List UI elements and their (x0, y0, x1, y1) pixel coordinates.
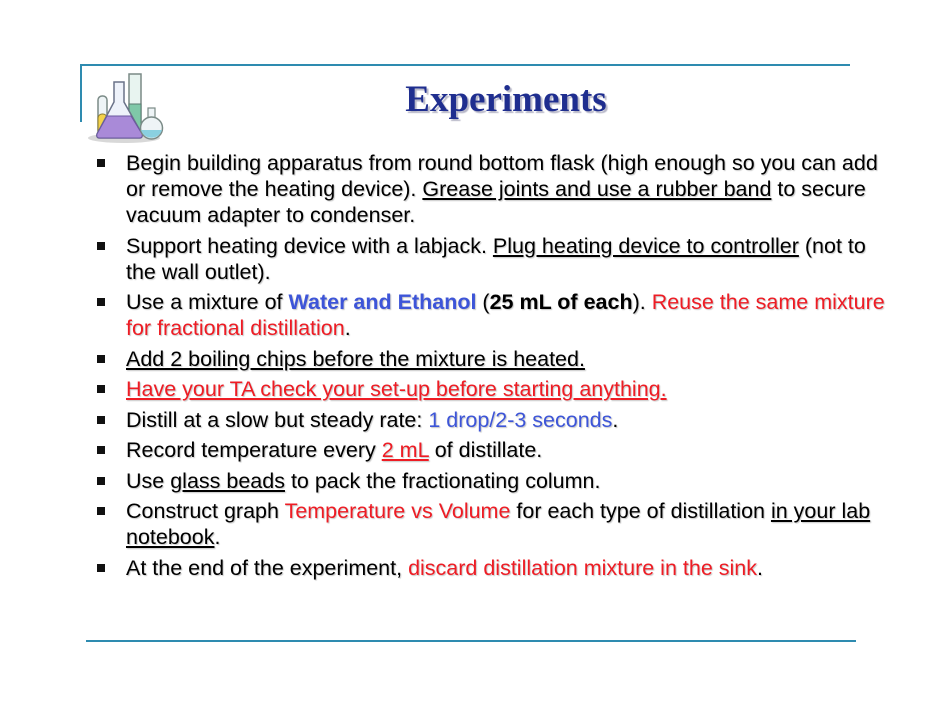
bullet-item (96, 468, 896, 494)
bullet-highlight-blue: 1 drop/2-3 seconds (428, 407, 613, 432)
bullet-text: for each type of distillation (510, 499, 771, 523)
bullet-text: to pack the fractionating column. (284, 468, 601, 493)
bullet-highlight-red: Reuse the same mixture for fractional distillation (126, 290, 885, 340)
bullet-text: . (344, 316, 351, 340)
bullet-bold-text: 25 mL of each (489, 290, 633, 314)
bullet-text: of distillate. (428, 438, 543, 462)
bullet-text: Use a mixture of (126, 290, 289, 314)
bullet-underlined-text: Grease joints and use a rubber band (422, 177, 772, 201)
bullet-underlined-text: Plug heating device to controller (492, 233, 799, 258)
bullet-text: ). (632, 290, 652, 314)
bullet-square-icon (97, 298, 105, 306)
bullet-underlined-text: Add 2 boiling chips before the mixture is heated. (126, 346, 585, 371)
bullet-highlight-red: 2 mL (381, 438, 429, 462)
bullet-square-icon (97, 477, 105, 485)
bullet-item (96, 150, 896, 228)
frame-bottom-line (86, 640, 856, 642)
bullet-text: (not to the wall outlet). (126, 233, 866, 284)
bullet-square-icon (97, 507, 105, 515)
bullet-text: Begin building apparatus from round bottom flask (high enough so you can add or remove the heating device). (126, 151, 878, 201)
bullet-square-icon (97, 242, 105, 250)
bullet-square-icon (97, 416, 105, 424)
bullet-text: At the end of the experiment, (126, 555, 409, 580)
bullet-square-icon (97, 564, 105, 572)
bullet-item (96, 555, 896, 581)
bullet-item (96, 346, 896, 372)
frame-top-line (80, 64, 850, 66)
bullet-item (96, 407, 896, 433)
bullet-text: . (214, 525, 221, 549)
bullet-text: . (757, 555, 763, 580)
bullet-text: Distill at a slow but steady rate: (126, 407, 429, 432)
bullet-highlight-red: Have your TA check your set-up before starting anything. (126, 377, 667, 401)
bullet-item (96, 437, 896, 463)
bullet-text: Support heating device with a labjack. (126, 233, 493, 258)
bullet-underlined-text: glass beads (170, 468, 285, 493)
bullet-item (96, 376, 896, 402)
bullet-highlight-red: Temperature vs Volume (284, 499, 511, 523)
bullet-highlight-blue: Water and Ethanol (288, 290, 477, 314)
bullet-square-icon (97, 385, 105, 393)
bullet-item (96, 233, 896, 285)
bullet-text: Record temperature every (126, 438, 382, 462)
bullet-square-icon (97, 446, 105, 454)
bullet-underlined-text: in your lab notebook (126, 499, 871, 549)
bullet-list (96, 150, 896, 585)
bullet-highlight-red: discard distillation mixture in the sink (408, 555, 757, 580)
bullet-text: Construct graph (126, 499, 285, 523)
bullet-square-icon (97, 159, 105, 167)
bullet-text: . (612, 407, 619, 432)
bullet-item (96, 289, 896, 341)
bullet-text: ( (476, 290, 490, 314)
bullet-item (96, 498, 896, 550)
bullet-text: Use (126, 468, 171, 493)
slide-title: Experiments (405, 79, 607, 120)
bullet-square-icon (97, 355, 105, 363)
bullet-text: to secure vacuum adapter to condenser. (126, 177, 866, 227)
